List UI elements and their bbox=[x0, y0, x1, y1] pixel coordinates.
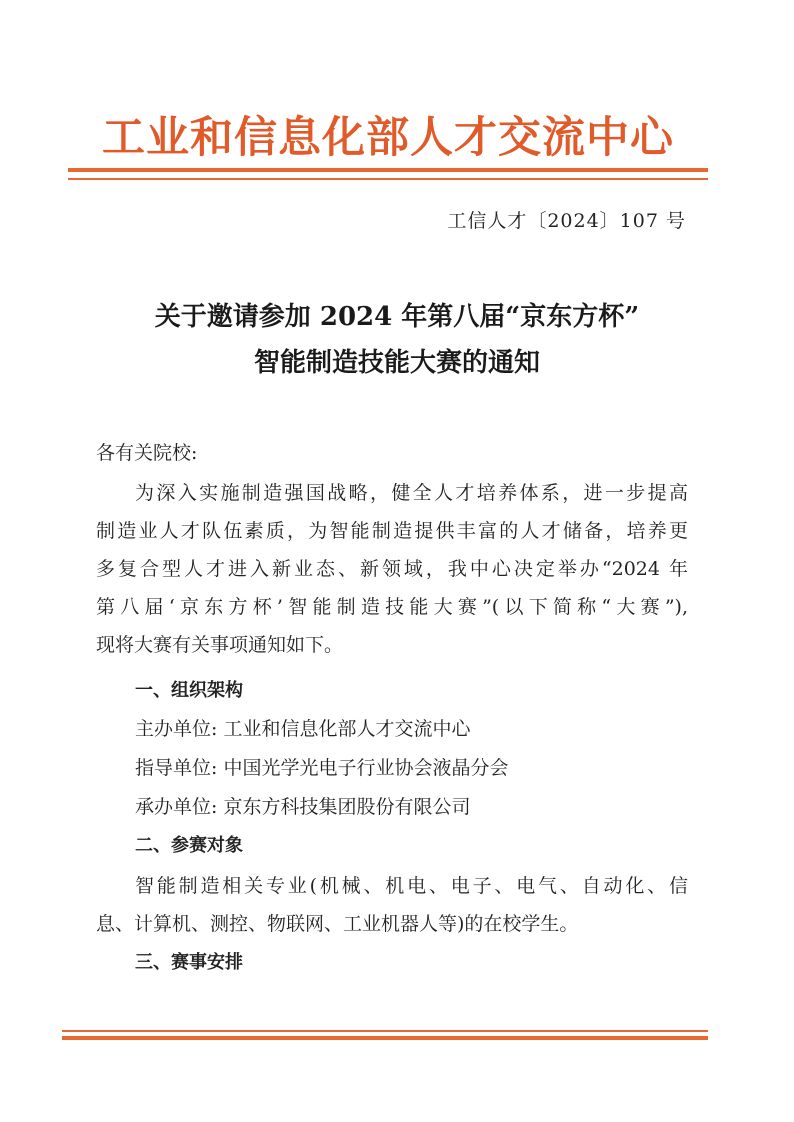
issuing-organization-header: 工业和信息化部人才交流中心 bbox=[102, 113, 674, 163]
intro-paragraph-line: 多复合型人才进入新业态、新领域，我中心决定举办“2024 年 bbox=[96, 558, 688, 580]
intro-paragraph-line: 为深入实施制造强国战略，健全人才培养体系，进一步提高 bbox=[135, 482, 688, 504]
document-title-line-1: 关于邀请参加 2024 年第八届“京东方杯” bbox=[154, 302, 640, 332]
participants-line: 息、计算机、测控、物联网、工业机器人等)的在校学生。 bbox=[96, 913, 579, 935]
organizer-line: 主办单位: 工业和信息化部人才交流中心 bbox=[135, 718, 471, 740]
document-title-line-2: 智能制造技能大赛的通知 bbox=[253, 348, 540, 378]
section-heading-schedule: 三、赛事安排 bbox=[135, 952, 243, 973]
organizer-line: 承办单位: 京东方科技集团股份有限公司 bbox=[135, 796, 471, 818]
participants-line: 智能制造相关专业(机械、机电、电子、电气、自动化、信 bbox=[135, 875, 688, 897]
header-rule-thin bbox=[68, 178, 708, 180]
salutation: 各有关院校: bbox=[96, 442, 198, 464]
section-heading-participants: 二、参赛对象 bbox=[135, 835, 243, 856]
intro-paragraph-line: 制造业人才队伍素质，为智能制造提供丰富的人才储备，培养更 bbox=[96, 520, 688, 542]
footer-rule-thin bbox=[62, 1030, 708, 1032]
document-number: 工信人才〔2024〕107 号 bbox=[447, 210, 686, 232]
header-rule-thick bbox=[68, 168, 708, 172]
intro-paragraph-line: 第八届‘京东方杯’智能制造技能大赛”(以下简称“大赛”), bbox=[96, 596, 688, 618]
organizer-line: 指导单位: 中国光学光电子行业协会液晶分会 bbox=[135, 757, 509, 779]
section-heading-organization: 一、组织架构 bbox=[135, 680, 243, 701]
footer-rule-thick bbox=[62, 1036, 708, 1040]
intro-paragraph-line: 现将大赛有关事项通知如下。 bbox=[96, 634, 344, 656]
